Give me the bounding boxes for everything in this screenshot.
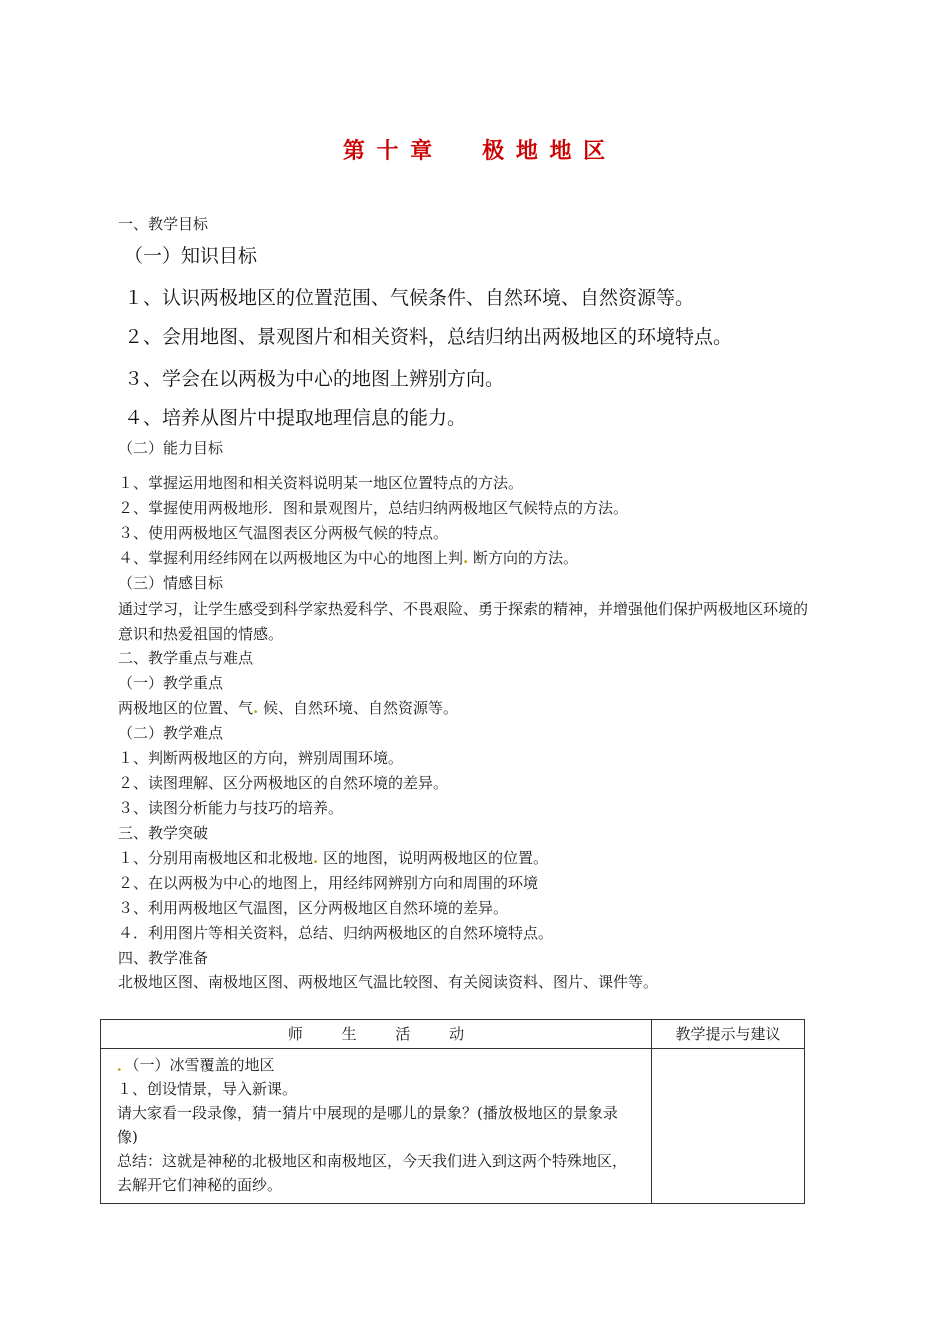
ability-goal-text: ４、掌握利用经纬网在以两极地区为中心的地图上判	[118, 549, 464, 567]
activity-paragraph: 总结：这就是神秘的北极地区和南极地区，今天我们进入到这两个特殊地区，去解开它们神秘的面纱。	[117, 1152, 628, 1194]
knowledge-goal-item: ３、学会在以两极为中心的地图上辨别方向。	[124, 368, 505, 390]
key-points-text-part: 候、自然环境、自然资源等。	[263, 699, 459, 717]
emotion-goals-heading: （三）情感目标	[118, 574, 224, 592]
activity-table	[100, 1019, 805, 1204]
key-points-heading: （一）教学重点	[118, 674, 224, 692]
key-points-text	[118, 698, 458, 718]
ability-goal-item: ３、使用两极地区气温图表区分两极气候的特点。	[118, 524, 449, 542]
activities-cell	[101, 1049, 652, 1204]
emotion-goals-text: 通过学习，让学生感受到科学家热爱科学、不畏艰险、勇于探索的精神，并增强他们保护两极地区环境的意识和热爱祖国的情感。	[118, 600, 809, 643]
difficulty-item: ３、读图分析能力与技巧的培养。	[118, 799, 344, 817]
page-title: 第 十 章 极 地 地 区	[342, 139, 608, 164]
table-header-row	[101, 1020, 805, 1049]
knowledge-goal-item: １、认识两极地区的位置范围、气候条件、自然环境、自然资源等。	[124, 287, 695, 309]
activity-paragraph: 请大家看一段录像，猜一猜片中展现的是哪儿的景象？(播放极地区的景象录像)	[117, 1104, 618, 1146]
ability-goal-item: ２、掌握使用两极地形．图和景观图片，总结归纳两极地区气候特点的方法。	[118, 499, 629, 517]
breakthrough-item: ３、利用两极地区气温图，区分两极地区自然环境的差异。	[118, 899, 509, 917]
difficulty-item: １、判断两极地区的方向，辨别周围环境。	[118, 749, 404, 767]
difficulty-item: ２、读图理解、区分两极地区的自然环境的差异。	[118, 774, 449, 792]
ability-goal-item: １、掌握运用地图和相关资料说明某一地区位置特点的方法。	[118, 474, 524, 492]
breakthrough-text-part: 区的地图，说明两极地区的位置。	[323, 849, 549, 867]
breakthrough-item	[118, 848, 548, 868]
tips-cell	[652, 1049, 805, 1204]
section-heading-preparation: 四、教学准备	[118, 949, 209, 967]
highlight-dot: .	[463, 549, 469, 567]
preparation-text: 北极地区图、南极地区图、两极地区气温比较图、有关阅读资料、图片、课件等。	[118, 973, 659, 991]
ability-goals-heading: （二）能力目标	[118, 439, 224, 457]
highlight-dot: .	[313, 849, 319, 867]
highlight-dot: ．	[117, 1056, 133, 1074]
ability-goal-text: 断方向的方法。	[473, 549, 579, 567]
header-activities: 师 生 活 动	[101, 1020, 652, 1049]
highlight-dot: .	[253, 699, 259, 717]
section-heading-objectives: 一、教学目标	[118, 215, 209, 233]
ability-goal-item	[118, 548, 578, 568]
knowledge-goals-heading: （一）知识目标	[124, 245, 258, 267]
section-heading-key-points: 二、教学重点与难点	[118, 649, 254, 667]
breakthrough-text-part: １、分别用南极地区和北极地	[118, 849, 314, 867]
breakthrough-item: ２、在以两极为中心的地图上，用经纬网辨别方向和周围的环境	[118, 874, 539, 892]
knowledge-goal-item: ２、会用地图、景观图片和相关资料，总结归纳出两极地区的环境特点。	[124, 326, 733, 348]
section-heading-breakthrough: 三、教学突破	[118, 824, 209, 842]
activity-section-title	[117, 1053, 637, 1077]
knowledge-goal-item: ４、培养从图片中提取地理信息的能力。	[124, 407, 467, 429]
difficulties-heading: （二）教学难点	[118, 724, 224, 742]
key-points-text-part: 两极地区的位置、气	[118, 699, 254, 717]
table-row	[101, 1049, 805, 1204]
breakthrough-item: ４．利用图片等相关资料，总结、归纳两极地区的自然环境特点。	[118, 924, 554, 942]
activity-section-text: （一）冰雪覆盖的地区	[132, 1056, 275, 1074]
activity-step: １、创设情景，导入新课。	[117, 1080, 298, 1098]
header-tips: 教学提示与建议	[652, 1020, 805, 1049]
